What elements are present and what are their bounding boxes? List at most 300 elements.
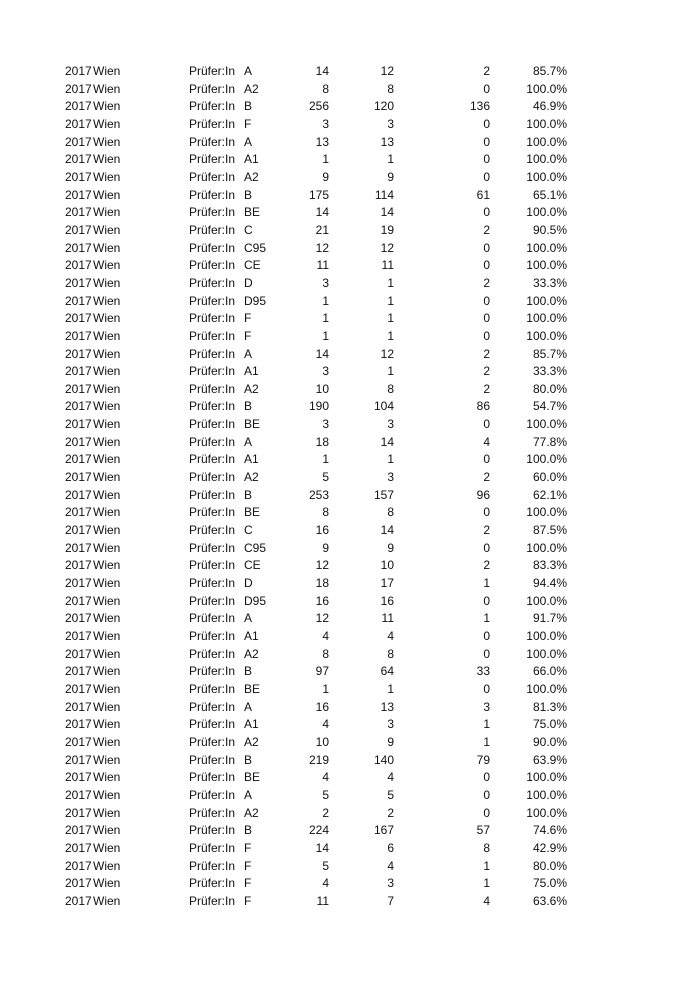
cell-count-failed: 0 [483,311,490,326]
cell-count-passed: 8 [387,81,394,96]
cell-count-total: 4 [322,717,329,732]
cell-pass-rate: 74.6% [532,823,567,838]
cell-location: Wien [93,134,121,149]
table-row [0,734,700,752]
cell-count-failed: 1 [483,858,490,873]
cell-pass-rate: 100.0% [526,646,567,661]
table-row [0,840,700,858]
cell-count-passed: 9 [387,540,394,555]
cell-pass-rate: 100.0% [526,805,567,820]
table-row [0,434,700,452]
cell-count-total: 1 [322,152,329,167]
cell-year: 2017 [65,629,92,643]
cell-pass-rate: 100.0% [526,593,567,608]
cell-role: Prüfer:In [189,275,236,290]
cell-pass-rate: 87.5% [532,523,567,538]
cell-year: 2017 [65,734,92,749]
cell-role: Prüfer:In [189,381,236,396]
cell-year: 2017 [65,381,92,396]
cell-count-total: 4 [322,770,329,785]
cell-count-total: 10 [315,381,329,396]
table-row [0,769,700,787]
cell-year: 2017 [65,116,92,131]
cell-role: Prüfer:In [189,876,236,891]
cell-count-passed: 114 [374,187,394,202]
table-row [0,187,700,205]
cell-role: Prüfer:In [189,99,236,114]
cell-count-passed: 3 [387,116,394,131]
cell-license-class: A2 [244,470,259,485]
cell-count-failed: 57 [476,823,490,838]
cell-count-total: 13 [315,134,329,149]
cell-pass-rate: 33.3% [532,275,567,290]
cell-count-passed: 14 [380,523,394,538]
table-row [0,169,700,187]
table-row [0,522,700,540]
table-row [0,469,700,487]
cell-license-class: C95 [244,240,267,255]
cell-license-class: F [244,876,252,891]
cell-license-class: A [244,434,253,449]
table-row [0,875,700,893]
cell-location: Wien [93,169,121,184]
cell-location: Wien [93,770,121,785]
cell-license-class: D [244,275,253,290]
table-row [0,858,700,876]
cell-location: Wien [93,576,121,591]
cell-location: Wien [93,399,121,414]
cell-count-failed: 1 [483,734,490,749]
cell-license-class: BE [244,770,261,785]
cell-count-passed: 3 [387,717,394,732]
cell-year: 2017 [65,134,92,149]
cell-pass-rate: 100.0% [526,540,567,555]
cell-count-failed: 0 [483,452,490,467]
cell-role: Prüfer:In [189,470,236,485]
cell-pass-rate: 100.0% [526,293,567,308]
cell-year: 2017 [65,169,92,184]
cell-license-class: A1 [244,629,259,643]
cell-pass-rate: 100.0% [526,116,567,131]
cell-count-failed: 0 [483,787,490,802]
table-row [0,346,700,364]
cell-pass-rate: 33.3% [532,364,567,379]
cell-count-total: 4 [322,629,329,643]
cell-location: Wien [93,805,121,820]
cell-location: Wien [93,152,121,167]
cell-count-passed: 120 [373,99,394,114]
cell-count-failed: 3 [483,699,490,714]
cell-location: Wien [93,328,121,343]
cell-count-total: 16 [315,523,329,538]
cell-role: Prüfer:In [189,840,236,855]
cell-year: 2017 [65,364,92,379]
cell-year: 2017 [65,258,92,273]
cell-count-failed: 0 [483,205,490,220]
cell-count-passed: 9 [387,169,394,184]
table-row [0,575,700,593]
cell-role: Prüfer:In [189,505,236,520]
cell-license-class: D95 [244,593,267,608]
cell-year: 2017 [65,558,92,573]
cell-count-failed: 0 [483,770,490,785]
cell-year: 2017 [65,434,92,449]
cell-count-passed: 1 [387,364,394,379]
table-row [0,822,700,840]
cell-license-class: A1 [244,152,259,167]
cell-license-class: A [244,346,253,361]
cell-count-total: 14 [315,840,329,855]
cell-count-failed: 0 [483,134,490,149]
table-row [0,63,700,81]
cell-count-total: 8 [322,81,329,96]
cell-count-total: 5 [322,470,329,485]
cell-year: 2017 [65,487,92,502]
cell-count-passed: 8 [387,505,394,520]
cell-role: Prüfer:In [189,699,236,714]
cell-pass-rate: 75.0% [532,876,567,891]
table-row [0,893,700,911]
cell-location: Wien [93,487,121,502]
cell-count-failed: 2 [483,364,490,379]
cell-pass-rate: 100.0% [526,81,567,96]
cell-pass-rate: 63.6% [532,893,567,908]
cell-year: 2017 [65,452,92,467]
cell-count-total: 14 [315,205,329,220]
cell-location: Wien [93,681,121,696]
cell-count-passed: 64 [380,664,394,679]
cell-count-passed: 13 [380,134,394,149]
cell-count-passed: 16 [380,593,394,608]
cell-pass-rate: 65.1% [532,187,567,202]
table-row [0,98,700,116]
cell-count-total: 253 [308,487,329,502]
cell-count-passed: 8 [387,381,394,396]
cell-count-failed: 96 [476,487,490,502]
cell-location: Wien [93,593,121,608]
cell-location: Wien [93,293,121,308]
cell-count-failed: 0 [483,805,490,820]
cell-count-failed: 2 [483,222,490,237]
cell-count-total: 224 [308,823,329,838]
cell-count-failed: 1 [483,717,490,732]
table-row [0,487,700,505]
cell-count-failed: 86 [476,399,490,414]
cell-role: Prüfer:In [189,222,236,237]
table-row [0,416,700,434]
table-row [0,222,700,240]
cell-count-total: 14 [315,346,329,361]
cell-license-class: A2 [244,169,259,184]
cell-license-class: A2 [244,646,259,661]
cell-license-class: A2 [244,381,259,396]
cell-year: 2017 [65,858,92,873]
cell-location: Wien [93,823,121,838]
cell-role: Prüfer:In [189,752,236,767]
cell-count-failed: 0 [483,152,490,167]
cell-count-failed: 2 [483,470,490,485]
cell-count-passed: 1 [387,293,394,308]
cell-count-passed: 13 [380,699,394,714]
cell-year: 2017 [65,717,92,732]
cell-pass-rate: 85.7% [532,64,567,78]
cell-count-passed: 5 [387,787,394,802]
cell-license-class: F [244,328,252,343]
cell-location: Wien [93,64,121,78]
table-row [0,134,700,152]
cell-pass-rate: 100.0% [526,328,567,343]
cell-pass-rate: 100.0% [526,629,567,643]
data-table [0,63,700,911]
cell-license-class: A2 [244,734,259,749]
cell-role: Prüfer:In [189,328,236,343]
cell-location: Wien [93,540,121,555]
cell-count-failed: 1 [483,611,490,626]
cell-role: Prüfer:In [189,558,236,573]
cell-license-class: CE [244,558,261,573]
cell-location: Wien [93,505,121,520]
cell-count-failed: 0 [483,540,490,555]
cell-pass-rate: 100.0% [526,169,567,184]
cell-role: Prüfer:In [189,770,236,785]
cell-location: Wien [93,381,121,396]
cell-count-passed: 1 [387,311,394,326]
cell-count-total: 175 [308,187,329,202]
table-row [0,628,700,646]
cell-role: Prüfer:In [189,681,236,696]
cell-count-passed: 11 [381,258,394,273]
cell-pass-rate: 90.0% [532,734,567,749]
cell-role: Prüfer:In [189,116,236,131]
cell-count-failed: 0 [483,169,490,184]
cell-count-total: 4 [322,876,329,891]
cell-role: Prüfer:In [189,293,236,308]
cell-pass-rate: 100.0% [526,417,567,432]
cell-year: 2017 [65,187,92,202]
cell-license-class: A1 [244,717,259,732]
table-row [0,240,700,258]
cell-role: Prüfer:In [189,240,236,255]
cell-count-total: 3 [322,417,329,432]
cell-count-passed: 10 [380,558,394,573]
cell-count-failed: 2 [483,523,490,538]
cell-count-total: 12 [315,240,329,255]
cell-count-total: 3 [322,364,329,379]
cell-year: 2017 [65,876,92,891]
cell-pass-rate: 42.9% [532,840,567,855]
cell-year: 2017 [65,664,92,679]
cell-count-total: 9 [322,169,329,184]
cell-count-passed: 1 [387,681,394,696]
cell-location: Wien [93,840,121,855]
cell-role: Prüfer:In [189,134,236,149]
cell-count-passed: 3 [387,417,394,432]
cell-license-class: CE [244,258,261,273]
cell-year: 2017 [65,823,92,838]
cell-count-total: 1 [322,293,329,308]
cell-license-class: B [244,752,253,767]
cell-year: 2017 [65,681,92,696]
cell-license-class: BE [244,205,261,220]
cell-count-failed: 0 [483,505,490,520]
cell-count-passed: 1 [387,328,394,343]
cell-license-class: A [244,64,253,78]
cell-location: Wien [93,629,121,643]
cell-location: Wien [93,646,121,661]
cell-pass-rate: 94.4% [532,576,567,591]
cell-count-failed: 0 [483,240,490,255]
cell-count-failed: 8 [483,840,490,855]
cell-count-total: 12 [315,611,329,626]
cell-year: 2017 [65,840,92,855]
cell-pass-rate: 100.0% [526,240,567,255]
cell-location: Wien [93,876,121,891]
cell-location: Wien [93,434,121,449]
cell-pass-rate: 100.0% [526,311,567,326]
cell-year: 2017 [65,399,92,414]
cell-role: Prüfer:In [189,540,236,555]
cell-location: Wien [93,81,121,96]
cell-count-failed: 0 [483,81,490,96]
cell-year: 2017 [65,805,92,820]
cell-license-class: F [244,311,252,326]
cell-count-total: 18 [315,434,329,449]
cell-year: 2017 [65,540,92,555]
cell-license-class: D95 [244,293,267,308]
cell-license-class: A2 [244,81,259,96]
cell-count-failed: 0 [483,293,490,308]
cell-count-failed: 0 [483,417,490,432]
cell-count-failed: 0 [483,593,490,608]
cell-role: Prüfer:In [189,787,236,802]
cell-count-failed: 2 [483,275,490,290]
cell-location: Wien [93,734,121,749]
cell-count-passed: 1 [387,275,394,290]
cell-location: Wien [93,258,121,273]
table-row [0,328,700,346]
table-row [0,363,700,381]
cell-location: Wien [93,752,121,767]
cell-license-class: A2 [244,805,259,820]
cell-role: Prüfer:In [189,805,236,820]
cell-license-class: C [244,523,253,538]
cell-pass-rate: 100.0% [526,505,567,520]
cell-year: 2017 [65,64,92,78]
cell-license-class: A [244,611,253,626]
cell-location: Wien [93,116,121,131]
cell-year: 2017 [65,787,92,802]
cell-count-passed: 7 [387,893,394,908]
cell-role: Prüfer:In [189,81,236,96]
cell-count-failed: 61 [476,187,490,202]
cell-location: Wien [93,205,121,220]
cell-role: Prüfer:In [189,664,236,679]
cell-role: Prüfer:In [189,258,236,273]
cell-license-class: C95 [244,540,267,555]
cell-license-class: BE [244,417,261,432]
table-row [0,451,700,469]
cell-count-failed: 0 [483,328,490,343]
cell-count-passed: 12 [380,346,394,361]
cell-year: 2017 [65,275,92,290]
cell-location: Wien [93,470,121,485]
cell-year: 2017 [65,205,92,220]
cell-year: 2017 [65,293,92,308]
table-row [0,610,700,628]
cell-year: 2017 [65,770,92,785]
table-row [0,752,700,770]
cell-count-total: 190 [308,399,329,414]
cell-count-failed: 0 [483,116,490,131]
cell-license-class: F [244,858,252,873]
cell-role: Prüfer:In [189,205,236,220]
cell-license-class: B [244,664,253,679]
cell-role: Prüfer:In [189,734,236,749]
cell-count-passed: 11 [381,611,394,626]
cell-count-passed: 140 [373,752,394,767]
cell-year: 2017 [65,505,92,520]
cell-location: Wien [93,664,121,679]
cell-pass-rate: 100.0% [526,152,567,167]
cell-count-passed: 12 [380,64,394,78]
cell-count-total: 16 [315,699,329,714]
cell-role: Prüfer:In [189,611,236,626]
table-row [0,116,700,134]
cell-license-class: C [244,222,253,237]
cell-count-failed: 2 [483,381,490,396]
cell-year: 2017 [65,328,92,343]
table-row [0,805,700,823]
cell-year: 2017 [65,99,92,114]
cell-pass-rate: 62.1% [532,487,567,502]
cell-count-passed: 104 [373,399,394,414]
cell-year: 2017 [65,81,92,96]
cell-license-class: BE [244,505,261,520]
cell-location: Wien [93,893,121,908]
cell-count-total: 16 [315,593,329,608]
cell-license-class: D [244,576,253,591]
cell-count-passed: 157 [373,487,394,502]
table-row [0,663,700,681]
cell-count-passed: 1 [387,452,394,467]
cell-license-class: A1 [244,364,259,379]
cell-role: Prüfer:In [189,64,236,78]
cell-year: 2017 [65,699,92,714]
cell-count-failed: 2 [483,64,490,78]
cell-year: 2017 [65,752,92,767]
cell-count-total: 11 [316,258,329,273]
cell-pass-rate: 100.0% [526,205,567,220]
cell-role: Prüfer:In [189,364,236,379]
cell-location: Wien [93,787,121,802]
cell-pass-rate: 100.0% [526,134,567,149]
cell-pass-rate: 100.0% [526,258,567,273]
cell-count-passed: 19 [380,222,394,237]
cell-license-class: F [244,116,252,131]
cell-year: 2017 [65,470,92,485]
cell-count-total: 2 [322,805,329,820]
cell-location: Wien [93,346,121,361]
cell-location: Wien [93,717,121,732]
cell-count-total: 9 [322,540,329,555]
cell-pass-rate: 75.0% [532,717,567,732]
cell-role: Prüfer:In [189,346,236,361]
cell-count-passed: 14 [380,205,394,220]
cell-pass-rate: 81.3% [532,699,567,714]
table-row [0,699,700,717]
cell-pass-rate: 77.8% [532,434,567,449]
cell-count-total: 12 [315,558,329,573]
